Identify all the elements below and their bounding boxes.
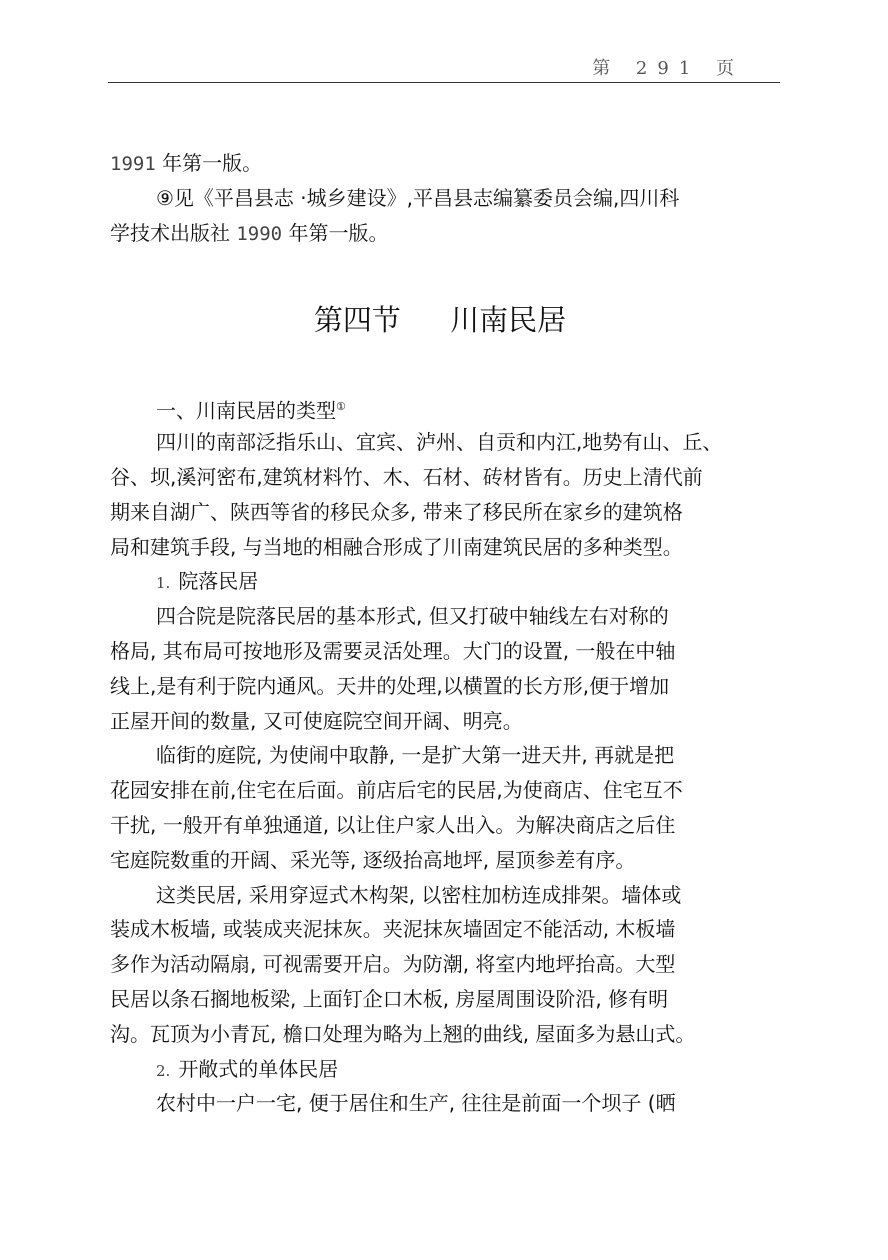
footnote-continuation-text: 年第一版。 — [155, 151, 263, 175]
paragraph-line: 干扰, 一般开有单独通道, 以让住户家人出入。为解决商店之后住 — [110, 812, 676, 837]
paragraph-line: 正屋开间的数量, 又可使庭院空间开阔、明亮。 — [110, 708, 523, 733]
footnote-9-year: 1990 — [236, 222, 283, 245]
page-body — [110, 146, 770, 1121]
paragraph-line: 装成木板墙, 或装成夹泥抹灰。夹泥抹灰墙固定不能活动, 木板墙 — [110, 917, 676, 942]
paragraph-line: 临街的庭院, 为使闹中取静, 一是扩大第一进天井, 再就是把 — [156, 743, 675, 768]
footnote-continuation — [110, 146, 770, 181]
paragraph-line: 四川的南部泛指乐山、宜宾、泸州、自贡和内江,地势有山、丘、 — [156, 430, 723, 455]
paragraph-line: 沟。瓦顶为小青瓦, 檐口处理为略为上翘的曲线, 屋面多为悬山式。 — [110, 1021, 696, 1046]
footnote-year: 1991 — [110, 153, 156, 175]
paragraph-line: 四合院是院落民居的基本形式, 但又打破中轴线左右对称的 — [156, 604, 669, 629]
paragraph-line: 这类民居, 采用穿逗式木构架, 以密柱加枋连成排架。墙体或 — [156, 882, 682, 907]
paragraph-line: 宅庭院数重的开阔、采光等, 逐级抬高地坪, 屋顶参差有序。 — [110, 847, 636, 872]
paragraph-line: 农村中一户一宅, 便于居住和生产, 往往是前面一个坝子 (晒 — [156, 1091, 676, 1116]
footnote-9-edition: 年第一版。 — [282, 220, 389, 245]
heading-open-single-dwellings — [110, 1052, 770, 1087]
heading-text: 开敞式的单体民居 — [178, 1056, 339, 1081]
footnote-ref-1: ① — [336, 400, 346, 414]
subsection-heading — [110, 390, 770, 425]
paragraph-line: 期来自湖广、陕西等省的移民众多, 带来了移民所在家乡的建筑格 — [110, 499, 683, 524]
heading-courtyard-dwellings — [110, 564, 770, 599]
page-number: 第 291 页 — [592, 58, 744, 79]
footnote-9-publisher: 学技术出版社 — [110, 220, 237, 245]
paragraph-line: 谷、坝,溪河密布,建筑材料竹、木、石材、砖材皆有。历史上清代前 — [110, 464, 703, 489]
page-header — [108, 48, 780, 83]
footnote-9-line2 — [110, 216, 770, 251]
paragraph-line: 局和建筑手段, 与当地的相融合形成了川南建筑民居的多种类型。 — [110, 534, 683, 559]
paragraph-line: 民居以条石搁地板梁, 上面钉企口木板, 房屋周围设阶沿, 修有明 — [110, 986, 669, 1011]
paragraph-line: 格局, 其布局可按地形及需要灵活处理。大门的设置, 一般在中轴 — [110, 638, 676, 663]
subsection-title: 一、川南民居的类型 — [156, 399, 336, 424]
heading-number: 2. — [156, 1061, 171, 1080]
paragraph-line: 花园安排在前,住宅在后面。前店后宅的民居,为使商店、住宅互不 — [110, 778, 683, 803]
paragraph-line: 线上,是有利于院内通风。天井的处理,以横置的长方形,便于增加 — [110, 673, 670, 698]
heading-text: 院落民居 — [178, 569, 259, 594]
paragraph-line: 多作为活动隔扇, 可视需要开启。为防潮, 将室内地坪抬高。大型 — [110, 952, 676, 977]
footnote-9-line1: ⑨见《平昌县志 ·城乡建设》,平昌县志编纂委员会编,四川科 — [156, 185, 680, 210]
section-title: 第四节 川南民居 — [313, 303, 567, 338]
heading-number: 1. — [156, 574, 171, 593]
